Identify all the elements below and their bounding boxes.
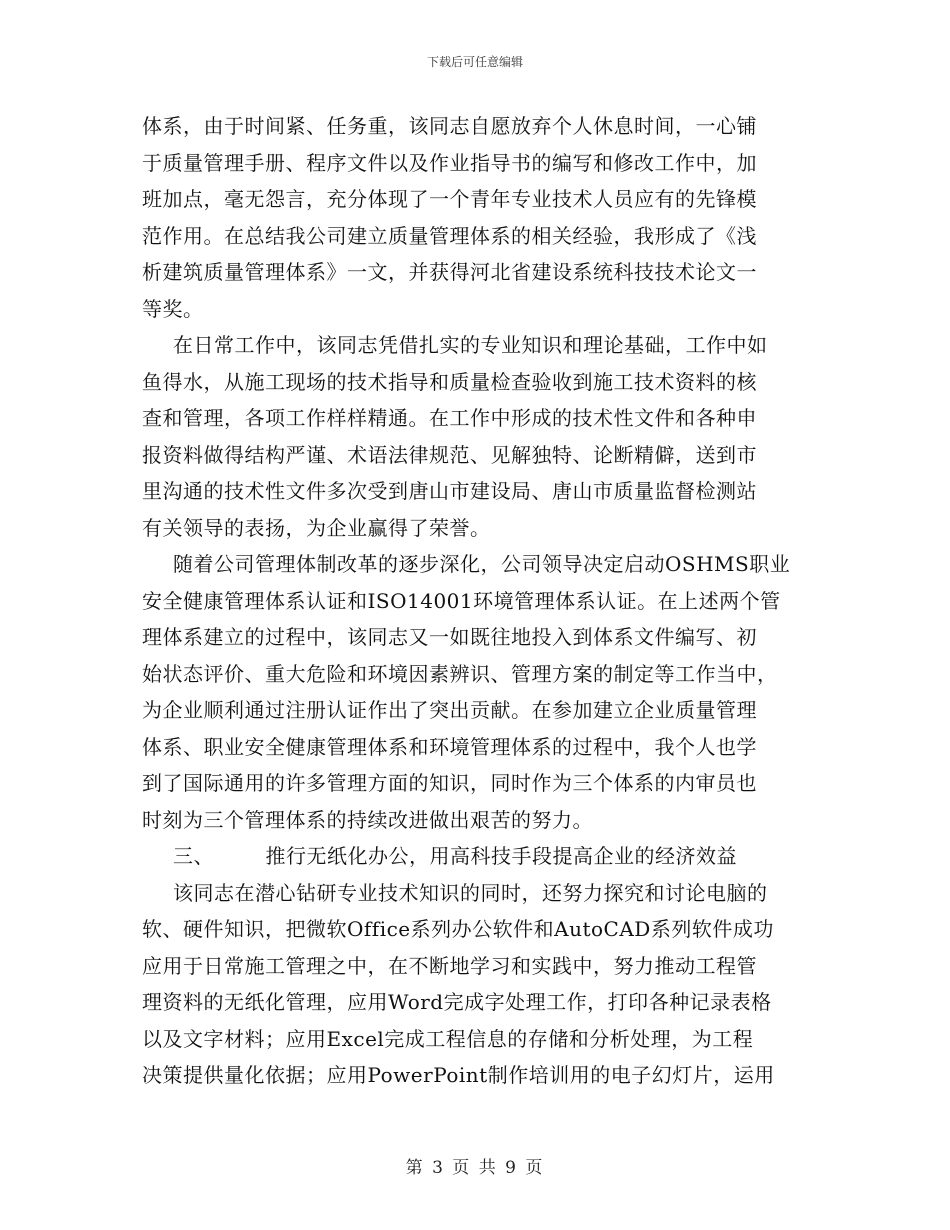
- text-line: 体系、职业安全健康管理体系和环境管理体系的过程中，我个人也学: [142, 734, 757, 759]
- text-line: 等奖。: [142, 296, 204, 321]
- text-line: 应用于日常施工管理之中，在不断地学习和实践中，努力推动工程管: [142, 953, 757, 978]
- text-line: 里沟通的技术性文件多次受到唐山市建设局、唐山市质量监督检测站: [142, 479, 757, 503]
- page-header: 下载后可任意编辑: [426, 55, 523, 69]
- text-line: 体系，由于时间紧、任务重，该同志自愿放弃个人休息时间，一心铺: [142, 114, 757, 138]
- text-line: 范作用。在总结我公司建立质量管理体系的相关经验，我形成了《浅: [142, 223, 757, 248]
- text-line: 时刻为三个管理体系的持续改进做出艰苦的努力。: [142, 807, 593, 832]
- text-line: 查和管理，各项工作样样精通。在工作中形成的技术性文件和各种申: [142, 406, 757, 430]
- page-footer: 第 3 页 共 9 页: [405, 1158, 545, 1178]
- text-line: 到了国际通用的许多管理方面的知识，同时作为三个体系的内审员也: [142, 771, 757, 795]
- text-line: 三、 推行无纸化办公，用高科技手段提高企业的经济效益: [173, 844, 737, 868]
- document-body: [142, 108, 812, 1094]
- text-line: 理体系建立的过程中，该同志又一如既往地投入到体系文件编写、初: [142, 625, 757, 649]
- text-line: 报资料做得结构严谨、术语法律规范、见解独特、论断精僻，送到市: [142, 442, 757, 467]
- text-line: 有关领导的表扬，为企业赢得了荣誉。: [142, 515, 491, 540]
- text-line: 理资料的无纸化管理，应用Word完成字处理工作，打印各种记录表格: [142, 990, 772, 1014]
- text-line: 安全健康管理体系认证和ISO14001环境管理体系认证。在上述两个管: [142, 588, 781, 613]
- text-line: 鱼得水，从施工现场的技术指导和质量检查验收到施工技术资料的核: [142, 369, 757, 394]
- text-line: 在日常工作中，该同志凭借扎实的专业知识和理论基础，工作中如: [173, 333, 768, 357]
- text-line: 决策提供量化依据；应用PowerPoint制作培训用的电子幻灯片，运用: [142, 1063, 775, 1087]
- text-line: 该同志在潜心钻研专业技术知识的同时，还努力探究和讨论电脑的: [173, 880, 768, 905]
- text-line: 析建筑质量管理体系》一文，并获得河北省建设系统科技技术论文一: [142, 260, 757, 284]
- text-line: 为企业顺利通过注册认证作出了突出贡献。在参加建立企业质量管理: [142, 698, 757, 722]
- text-line: 于质量管理手册、程序文件以及作业指导书的编写和修改工作中，加: [142, 150, 757, 175]
- text-line: 随着公司管理体制改革的逐步深化，公司领导决定启动OSHMS职业: [173, 552, 791, 576]
- text-line: 班加点，毫无怨言，充分体现了一个青年专业技术人员应有的先锋模: [142, 187, 757, 211]
- text-line: 软、硬件知识，把微软Office系列办公软件和AutoCAD系列软件成功: [142, 917, 774, 941]
- text-line: 始状态评价、重大危险和环境因素辨识、管理方案的制定等工作当中，: [142, 661, 778, 686]
- text-line: 以及文字材料；应用Excel完成工程信息的存储和分析处理，为工程: [142, 1026, 754, 1051]
